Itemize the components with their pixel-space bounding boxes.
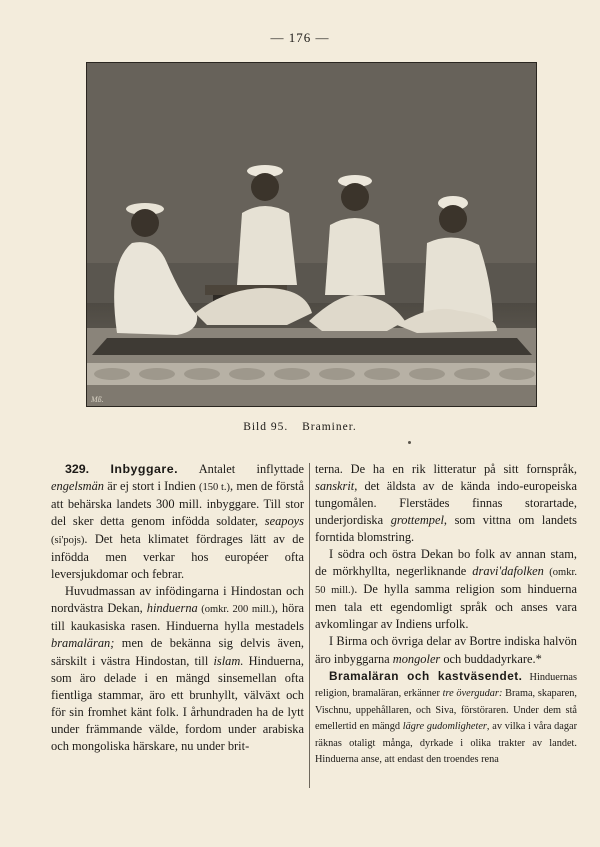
figure-caption (0, 421, 600, 433)
text: , som vittna om landets forntida blomstring. (315, 513, 578, 545)
text: Huvudmassan av infödingarna i Hindostan och nordvästra Dekan, (51, 584, 304, 616)
figure-number: Bild 95. (243, 421, 289, 433)
emphasis: sanskrit (315, 479, 355, 494)
paragraph-dravida (315, 546, 577, 633)
text: och buddadyrkare.* (440, 651, 542, 666)
text: Brama, skaparen, Vischnu, uppehållaren, och Siva, förstöraren. Under dem stå emellertid en mängd (315, 688, 577, 733)
left-column (51, 461, 304, 755)
figure-caption-text: Braminer. (302, 421, 357, 433)
text: Antalet inflyttade (178, 462, 304, 476)
emphasis: bramaläran; (51, 636, 115, 651)
text: , höra till kaukasiska rasen. Hinduerna hylla mestadels (51, 601, 304, 634)
paragraph-birma (315, 633, 577, 667)
text: terna. De ha en rik litteratur på sitt fornspråk, (315, 462, 577, 476)
print-mark (408, 441, 411, 444)
page-number: — 176 — (270, 30, 330, 45)
emphasis: tre övergudar: (442, 688, 503, 700)
section-title-bramalaran: Bramaläran och kastväsendet. (329, 668, 523, 683)
paragraph-inbyggare (51, 461, 304, 583)
text: I södra och östra Dekan bo folk av annan stam, de mörkhyllta, negerliknande (315, 547, 577, 579)
paragraph-hinduer (51, 583, 304, 754)
text: Hinduerna, som äro delade i en mängd sinsemellan ofta fientliga stammar, äro ett brunhyllt, välväxt och för sin fromhet känt folk. I århundraden ha de lytt under främmande välde, fordom under arabiska och mongoliska härskare, nu under brit- (51, 653, 304, 753)
emphasis: mongoler (392, 651, 441, 666)
emphasis: grottempel (390, 513, 444, 528)
text: men de bekänna sig delvis även, särskilt i västra Hindostan, till (51, 636, 304, 668)
emphasis: hinduerna (146, 601, 198, 616)
section-title-inbyggare: Inbyggare. (110, 462, 179, 476)
right-column (315, 461, 577, 769)
small-text: (omkr. 50 mill.) (315, 567, 577, 597)
text: är ej stort i Indien (104, 479, 199, 494)
paragraph-litteratur (315, 461, 577, 546)
emphasis: dravi'dafolken (472, 564, 544, 579)
emphasis: engelsmän (51, 479, 104, 494)
paragraph-bramalaran (315, 668, 577, 769)
small-text: (150 t.) (198, 482, 231, 494)
column-divider (309, 463, 310, 788)
small-text: (omkr. 200 mill.) (197, 604, 275, 616)
text: I Birma och övriga delar av Bortre indiska halvön äro inbyggarna (315, 634, 577, 666)
photo-signature: Mß. (91, 395, 104, 404)
text: , men de förstå att behärska landets 300 mill. inbyggare. Till stor del sker detta genom infödda soldater, (51, 479, 304, 529)
braminer-photo-illustration (87, 63, 536, 406)
figure-photo (86, 62, 537, 407)
text: , av vilka i våra dagar räknas otaligt många, dyrkade i olika trakter av landet. Hinduerna anse, att endast den troendes rena (315, 721, 578, 766)
emphasis: islam. (213, 653, 244, 668)
emphasis: seapoys (264, 514, 304, 529)
text: . De hylla samma religion som hinduerna men tala ett egendomligt språk och anses vara avkomlingar av Indiens urfolk. (315, 582, 577, 632)
small-text: (si'pojs) (51, 535, 85, 547)
emphasis: lägre gudomligheter (402, 721, 487, 733)
text: . Det heta klimatet fördrages lätt av de infödda men verkar hos européer ofta leversjukdomar och febrar. (51, 532, 304, 582)
section-number: 329. (65, 462, 90, 476)
text: Hinduernas religion, bramaläran, erkänner (315, 671, 577, 700)
text: , det äldsta av de kända indo-europeiska tungomålen. Flerstädes finnas storartade, underjordiska (315, 479, 577, 528)
